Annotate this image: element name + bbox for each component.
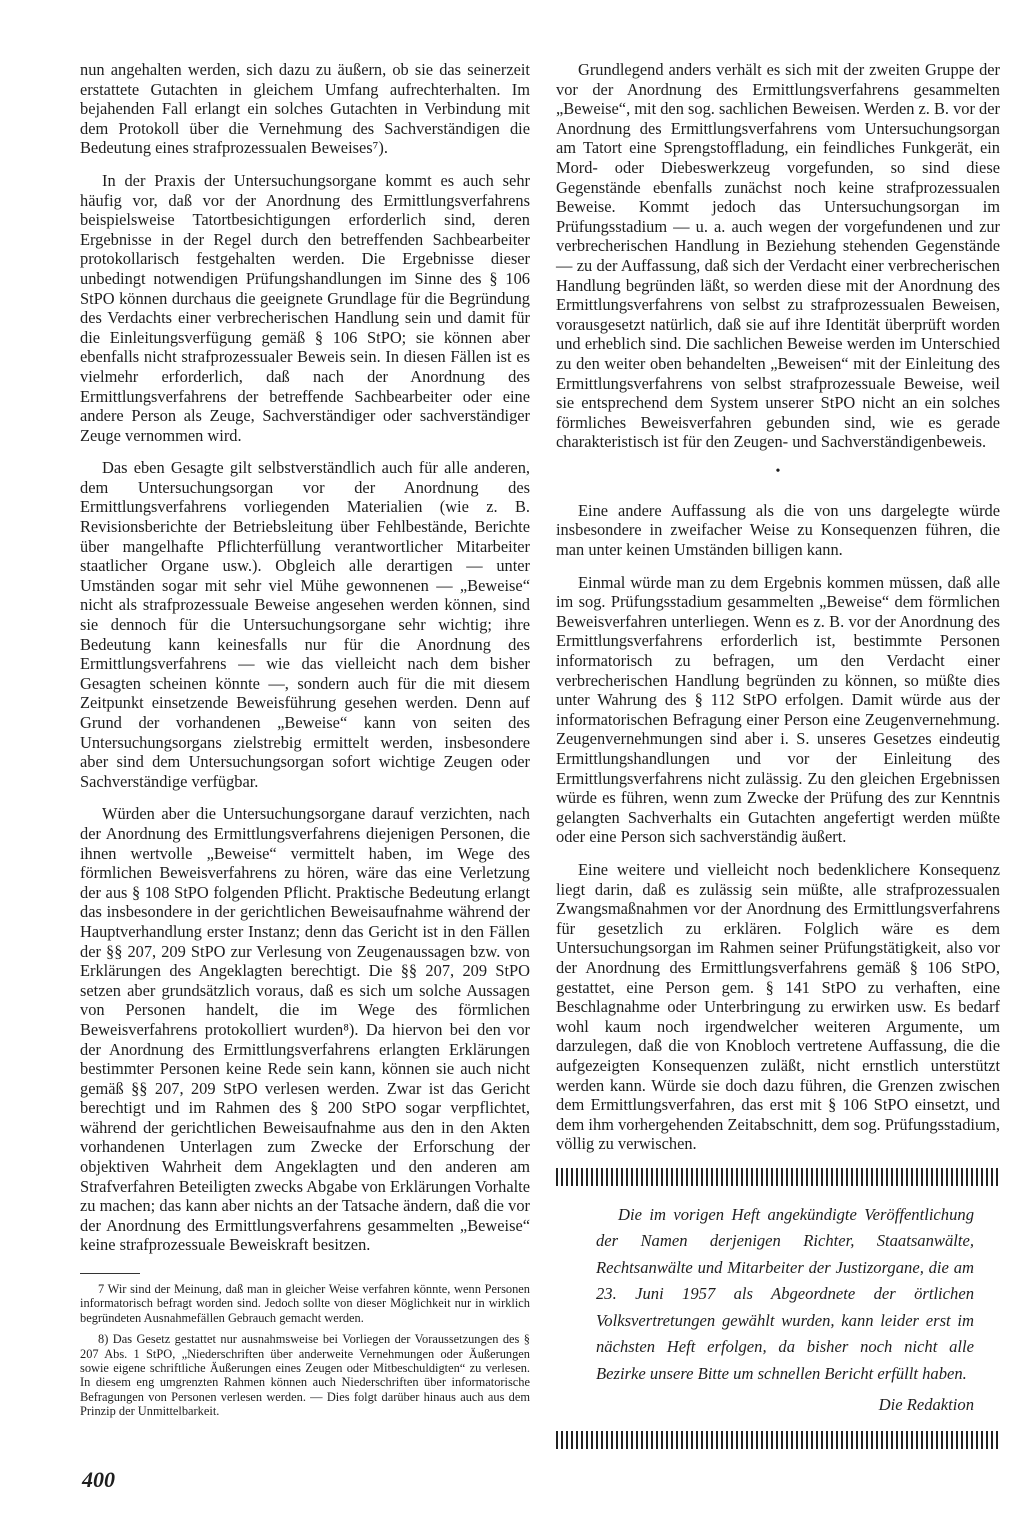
paragraph: Grundlegend anders verhält es sich mit der zweiten Gruppe der vor der Anordnung des Ermittlungsverfahrens gesammelten „Beweise“, mit den sog. sachlichen Beweisen. Werden z. B. vor der Anordnung des Ermittlungsverfahrens vom Untersuchungsorgan am Tatort eine Sprengstoffladung, ein feindliches Funkgerät, ein Mord- oder Diebeswerkzeug vorgefunden, so sind diese Gegenstände ebenfalls zunächst noch keine strafprozessualen Beweise. Kommt jedoch das Untersuchungsorgan im Prüfungsstadium — u. a. auch wegen der vorgefundenen und zur verbrecherischen Handlung in Beziehung stehenden Gegenstände — zu der Auffassung, daß sich der Verdacht einer verbrecherischen Handlung begründen läßt, so werden diese mit der Anordnung des Ermittlungsverfahrens von selbst zu strafprozessualen Beweisen, vorausgesetzt natürlich, daß sie auf ihre Identität überprüft worden und erheblich sind. Die sachlichen Beweise werden im Unterschied zu den weiter oben behandelten „Beweisen“ mit der Einleitung des Ermittlungsverfahrens von selbst strafprozessuale Beweise, weil sie entsprechend dem System unserer StPO nicht an ein solches förmliches Beweisverfahren gebunden sind, wie es gerade charakteristisch ist für den Zeugen- und Sachverständigenbeweis. [556, 60, 1000, 452]
page-number: 400 [82, 1467, 115, 1492]
notice-signature: Die Redaktion [878, 1395, 974, 1415]
notice-text: Die im vorigen Heft angekündigte Veröffentlichung der Namen derjenigen Richter, Staatsanwälte, Rechtsanwälte und Mitarbeiter der Justizorgane, die am 23. Juni 1957 als Abgeordnete der örtlichen Volksvertretungen gewählt wurden, kann leider erst im nächsten Heft erfolgen, da bisher noch nicht alle Bezirke unsere Bitte um schnellen Bericht erfüllt haben. [596, 1204, 974, 1383]
footnote: 8) Das Gesetz gestattet nur ausnahmsweise bei Vorliegen der Voraussetzungen des § 207 Abs. 1 StPO, „Niederschriften über anderweite Vernehmungen oder Äußerungen sowie eigene schriftliche Äußerungen eines Zeugen oder Mitbeschuldigten“ zu verlesen. In diesem eng umgrenzten Rahmen können auch Niederschriften über informatorische Befragungen von Personen verlesen werden. — Dies folgt darüber hinaus auch aus dem Prinzip der Unmittelbarkeit. [80, 1332, 530, 1419]
left-column [80, 60, 530, 1426]
editorial-notice [556, 1200, 1000, 1418]
paragraph: Würden aber die Untersuchungsorgane darauf verzichten, nach der Anordnung des Ermittlungsverfahrens diejenigen Personen, die ihnen wertvolle „Beweise“ vermittelt haben, im Wege des förmlichen Beweisverfahrens zu hören, wäre das eine Verletzung der aus § 108 StPO folgenden Pflicht. Praktische Bedeutung erlangt das insbesondere in der gerichtlichen Beweisaufnahme während der Hauptverhandlung erster Instanz; denn das Gericht ist in den Fällen der §§ 207, 209 StPO zur Verlesung von Zeugenaussagen bzw. von Erklärungen des Angeklagten berechtigt. Die §§ 207, 209 StPO setzen aber grundsätzlich voraus, daß es sich um solche Aussagen von Personen handelt, die im Wege des förmlichen Beweisverfahrens protokolliert wurden⁸). Da hiervon bei den vor der Anordnung des Ermittlungsverfahrens erlangten Erklärungen bestimmter Personen keine Rede sein kann, können sie auch nicht gemäß §§ 207, 209 StPO verlesen werden. Zwar ist das Gericht berechtigt und im Rahmen des § 200 StPO sogar verpflichtet, während der gerichtlichen Beweisaufnahme aus den in den Akten vorhandenen Unterlagen zum Zwecke der Erforschung der objektiven Wahrheit dem Angeklagten und den anderen am Strafverfahren Beteiligten zwecks Abgabe von Erklärungen Vorhalte zu machen; das kann aber nichts an der Tatsache ändern, daß die vor der Anordnung des Ermittlungsverfahrens gesammelten „Beweise“ keine strafprozessuale Beweiskraft besitzen. [80, 804, 530, 1255]
notice-top-rule [556, 1168, 1000, 1186]
paragraph: nun angehalten werden, sich dazu zu äußern, ob sie das seinerzeit erstattete Gutachten in gleichem Umfang aufrechterhalten. Im bejahenden Fall erlangt ein solches Gutachten in Verbindung mit dem Protokoll über die Vernehmung des Sachverständigen die Bedeutung eines strafprozessualen Beweises⁷). [80, 60, 530, 158]
footnote: 7 Wir sind der Meinung, daß man in gleicher Weise verfahren könnte, wenn Personen informatorisch befragt worden sind. Jedoch sollte von dieser Möglichkeit nur in wirklich begründeten Ausnahmefällen Gebrauch gemacht werden. [80, 1282, 530, 1325]
notice-bottom-rule [556, 1431, 1000, 1449]
right-column [556, 60, 1000, 1463]
section-dot: • [775, 463, 781, 479]
footnote-divider [80, 1273, 140, 1274]
paragraph: Eine andere Auffassung als die von uns dargelegte würde insbesondere in zweifacher Weise zu Konsequenzen führen, die man unter keinen Umständen billigen kann. [556, 500, 1000, 560]
paragraph: Das eben Gesagte gilt selbstverständlich auch für alle anderen, dem Untersuchungsorgan vor der Anordnung des Ermittlungsverfahrens vorliegenden Materialien (wie z. B. Revisionsberichte der Betriebsleitung über Fehlbestände, Berichte über mangelhafte Pflichterfüllung verantwortlicher Mitarbeiter staatlicher Organe usw.). Obgleich alle derartigen — unter Umständen sogar mit sehr viel Mühe gewonnenen — „Beweise“ nicht als strafprozessuale Beweise angesehen werden können, sind sie dennoch für die Untersuchungsorgane sehr wichtig; ihre Bedeutung kann keinesfalls nur für die Anordnung des Ermittlungsverfahrens — wie das vielleicht nach dem bisher Gesagten scheinen könnte —, sondern auch für die mit diesem Zeitpunkt einsetzende Beweisführung gesehen werden. Denn auf Grund der vorhandenen „Beweise“ kann von seiten des Untersuchungsorgans zielstrebig ermittelt werden, insbesondere aber sind dem Untersuchungsorgan sofort wichtige Zeugen oder Sachverständige verfügbar. [80, 458, 530, 791]
paragraph: In der Praxis der Untersuchungsorgane kommt es auch sehr häufig vor, daß vor der Anordnung des Ermittlungsverfahrens beispielsweise Tatortbesichtigungen erforderlich sind, deren Ergebnisse in der Regel durch den betreffenden Sachbearbeiter protokollarisch festgehalten werden. Die Ergebnisse dieser unbedingt notwendigen Prüfungshandlungen im Sinne des § 106 StPO können durchaus die geeignete Grundlage für die Begründung des Verdachts einer verbrecherischen Handlung sein und damit für die Einleitungsverfügung gemäß § 106 StPO; sie können aber ebenfalls nicht strafprozessualer Beweis sein. In diesen Fällen ist es vielmehr erforderlich, daß nach der Anordnung des Ermittlungsverfahrens der betreffende Sachbearbeiter oder eine andere Person als Zeuge, Sachverständiger oder sachverständiger Zeuge vernommen wird. [80, 170, 530, 445]
paragraph: Einmal würde man zu dem Ergebnis kommen müssen, daß alle im sog. Prüfungsstadium gesammelten „Beweise“ dem förmlichen Beweisverfahren unterliegen. Wenn es z. B. vor der Anordnung des Ermittlungsverfahrens erforderlich ist, bestimmte Personen informatorisch zu befragen, um den Verdacht einer verbrecherischen Handlung begründen zu können, so müßte dies unter Wahrung des § 112 StPO erfolgen. Damit würde aus der informatorischen Befragung einer Person eine Zeugenvernehmung. Zeugenvernehmungen sind aber i. S. unseres Gesetzes eindeutig Ermittlungshandlungen und vor der Einleitung des Ermittlungsverfahrens nicht zulässig. Zu den gleichen Ergebnissen würde es führen, wenn zum Zwecke der Prüfung des zur Kenntnis gelangten Sachverhalts ein Gutachten angefertigt werden müßte oder eine Person sich sachverständig äußert. [556, 572, 1000, 847]
paragraph: Eine weitere und vielleicht noch bedenklichere Konsequenz liegt darin, daß es zulässig sein müßte, alle strafprozessualen Zwangsmaßnahmen vor der Anordnung des Ermittlungsverfahrens für gesetzlich zu erklären. Folglich wäre es dem Untersuchungsorgan im Rahmen seiner Prüfungstätigkeit, also vor der Anordnung des Ermittlungsverfahrens gemäß § 106 StPO, gestattet, eine Person gem. § 141 StPO zu verhaften, eine Beschlagnahme oder Unterbringung zu erwirken usw. Es bedarf wohl kaum noch irgendwelcher weiteren Argumente, um darzulegen, daß die von Knobloch vertretene Auffassung, die die aufgezeigten Konsequenzen zuläßt, nicht ernstlich unterstützt werden kann. Würde sie doch dazu führen, die Grenzen zwischen dem Ermittlungsverfahren, das erst mit § 106 StPO einsetzt, und dem ihm vorhergehenden Zeitabschnitt, dem sog. Prüfungsstadium, völlig zu verwischen. [556, 859, 1000, 1154]
